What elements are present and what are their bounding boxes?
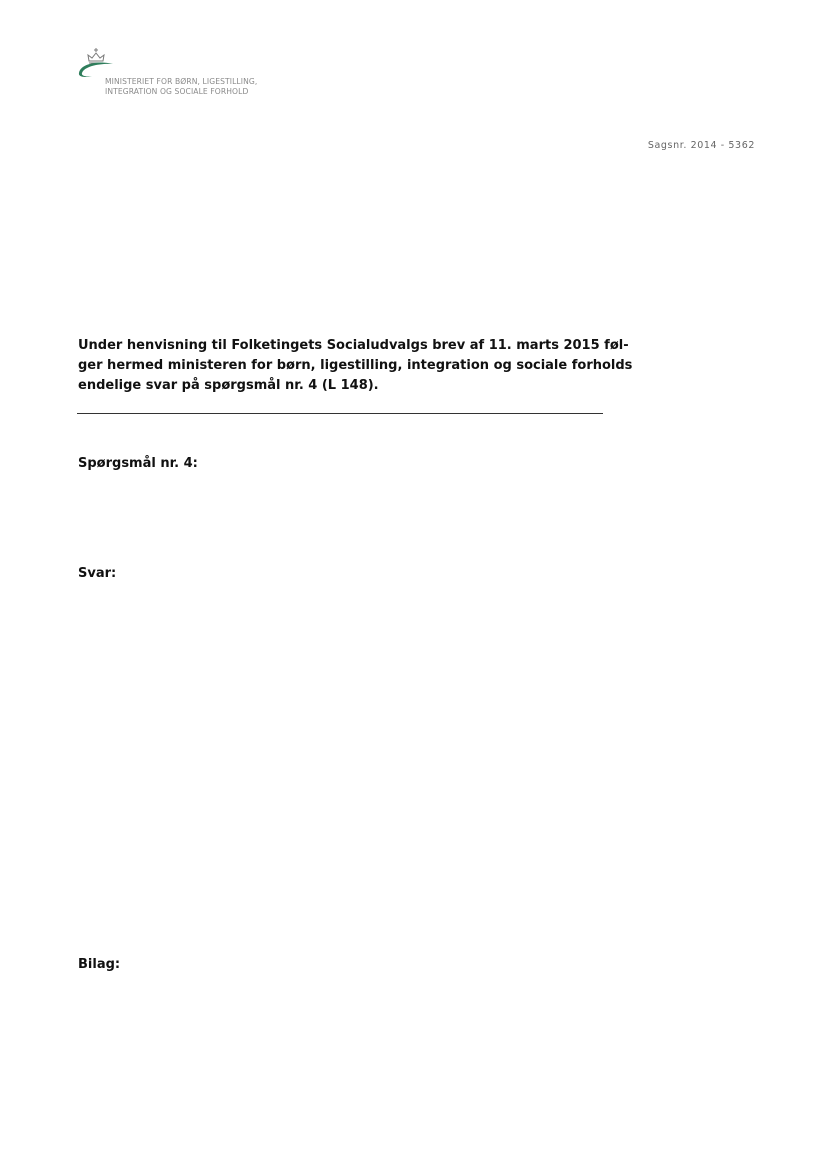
intro-line: ger hermed ministeren for børn, ligestilling, integration og sociale forholds — [78, 358, 633, 373]
intro-paragraph — [78, 336, 633, 396]
question-heading: Spørgsmål nr. 4: — [78, 456, 198, 471]
section-divider — [77, 413, 603, 414]
intro-line: endelige svar på spørgsmål nr. 4 (L 148). — [78, 378, 379, 393]
crown-swoosh-icon — [76, 46, 116, 80]
ministry-name-line-1: MINISTERIET FOR BØRN, LIGESTILLING, — [105, 77, 258, 86]
answer-heading: Svar: — [78, 566, 117, 581]
intro-line: Under henvisning til Folketingets Socialudvalgs brev af 11. marts 2015 føl- — [78, 338, 629, 353]
case-number: Sagsnr. 2014 - 5362 — [647, 140, 755, 151]
attachment-heading: Bilag: — [78, 957, 121, 972]
ministry-logo — [76, 46, 276, 98]
ministry-name-line-2: INTEGRATION OG SOCIALE FORHOLD — [105, 87, 249, 96]
